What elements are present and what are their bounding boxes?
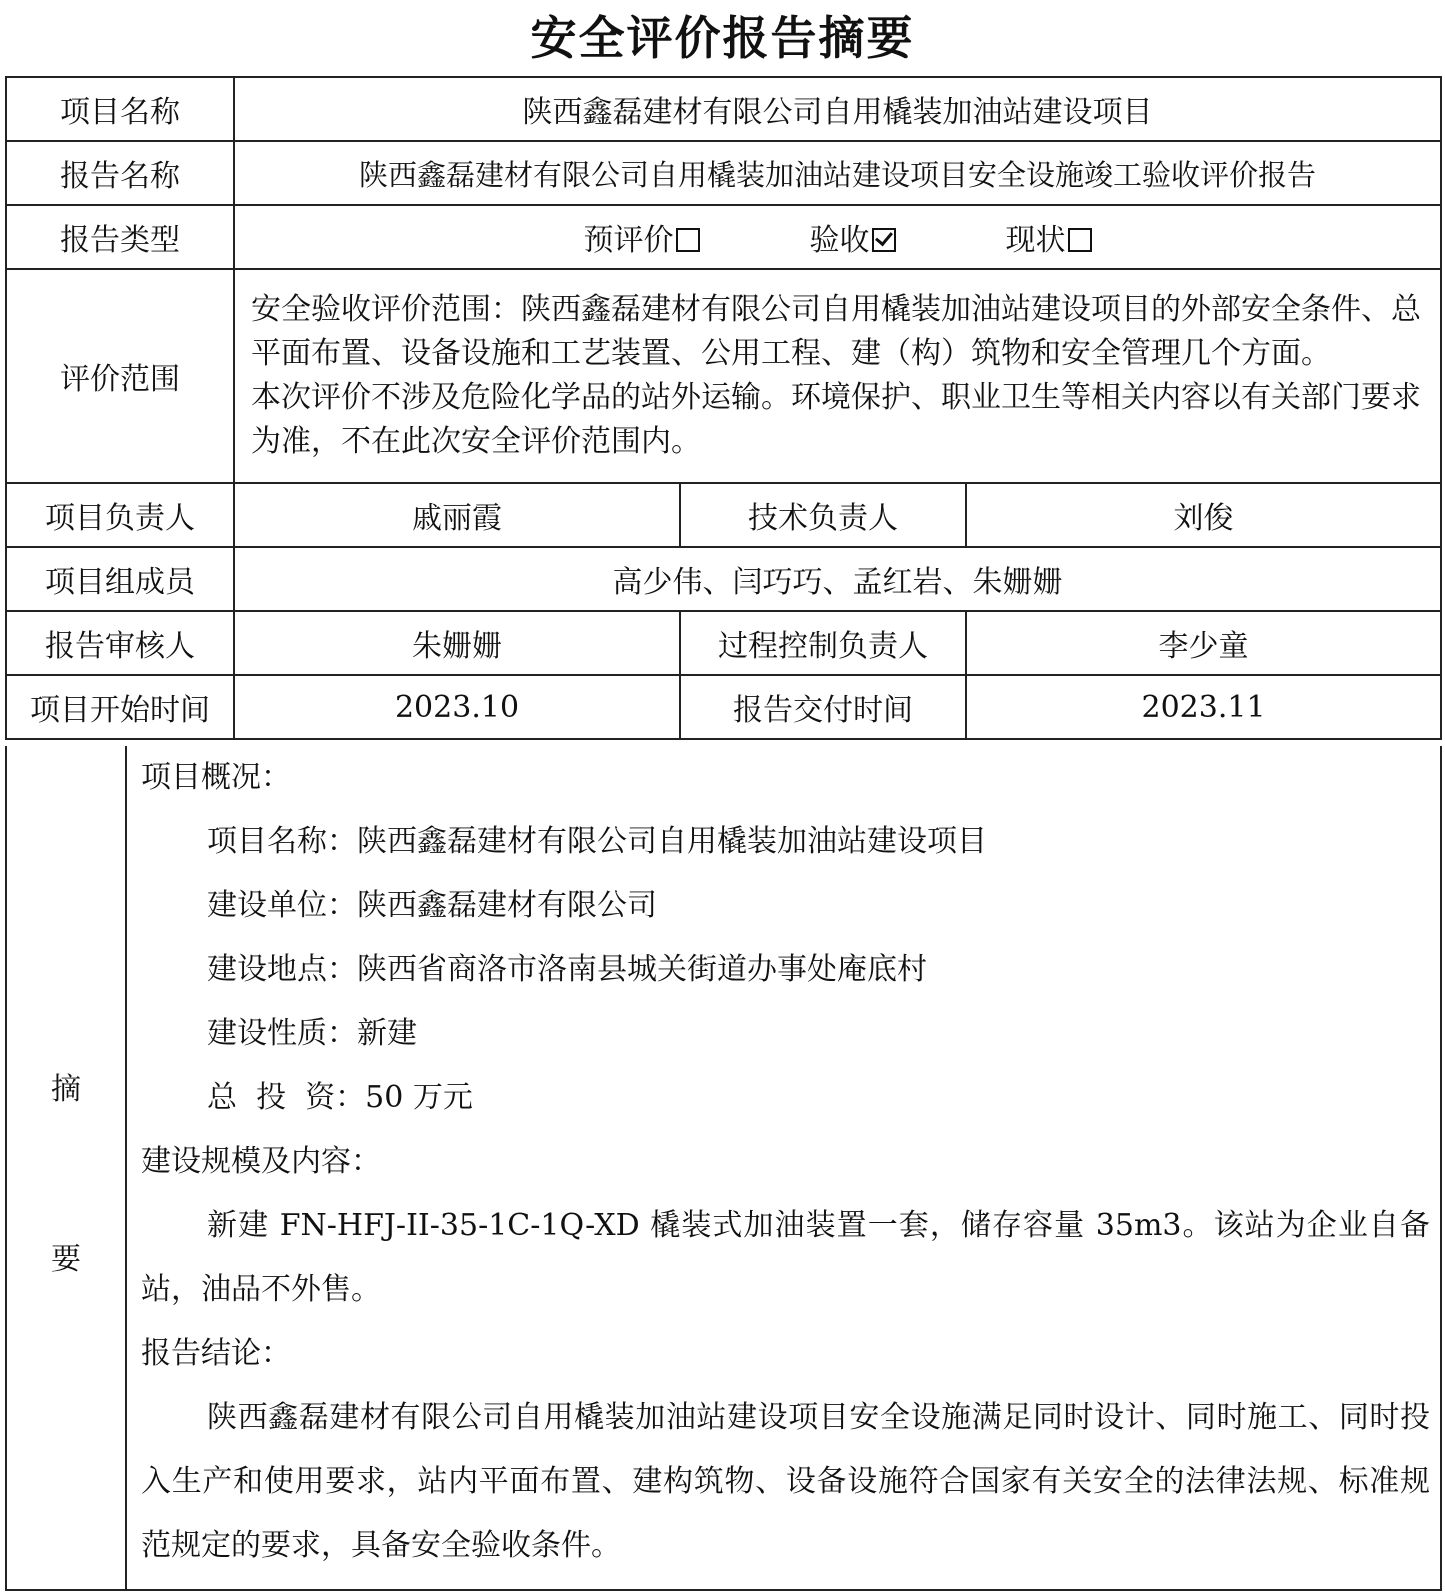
unchecked-box-icon bbox=[1068, 228, 1092, 252]
value-technical-leader: 刘俊 bbox=[966, 483, 1441, 547]
label-technical-leader: 技术负责人 bbox=[680, 483, 966, 547]
option-acceptance bbox=[810, 215, 896, 259]
unchecked-box-icon bbox=[676, 228, 700, 252]
value-report-name: 陕西鑫磊建材有限公司自用橇装加油站建设项目安全设施竣工验收评价报告 bbox=[234, 141, 1441, 205]
scale-heading: 建设规模及内容： bbox=[141, 1144, 381, 1179]
scope-content bbox=[234, 269, 1441, 483]
row-dates bbox=[6, 675, 1441, 739]
checked-box-icon bbox=[872, 228, 896, 252]
overview-nature: 建设性质：新建 bbox=[207, 1016, 417, 1051]
value-reviewer: 朱姗姗 bbox=[234, 611, 680, 675]
label-project-name: 项目名称 bbox=[6, 77, 234, 141]
value-start-time: 2023.10 bbox=[234, 675, 680, 739]
label-start-time: 项目开始时间 bbox=[6, 675, 234, 739]
overview-unit: 建设单位：陕西鑫磊建材有限公司 bbox=[207, 888, 657, 923]
option-acceptance-label: 验收 bbox=[809, 223, 870, 258]
report-type-options bbox=[234, 205, 1441, 269]
label-project-leader: 项目负责人 bbox=[6, 483, 234, 547]
scope-paragraph-1: 安全验收评价范围：陕西鑫磊建材有限公司自用橇装加油站建设项目的外部安全条件、总平面布置、设备设施和工艺装置、公用工程、建（构）筑物和安全管理几个方面。 bbox=[251, 292, 1421, 371]
info-table bbox=[5, 76, 1442, 740]
summary-section bbox=[5, 746, 1442, 1591]
value-project-leader: 戚丽霞 bbox=[234, 483, 680, 547]
scope-paragraph-2: 本次评价不涉及危险化学品的站外运输。环境保护、职业卫生等相关内容以有关部门要求为准，不在此次安全评价范围内。 bbox=[251, 380, 1421, 459]
summary-body bbox=[141, 746, 1430, 1578]
label-scope: 评价范围 bbox=[6, 269, 234, 483]
row-members bbox=[6, 547, 1441, 611]
summary-label-column bbox=[7, 746, 127, 1589]
label-report-name: 报告名称 bbox=[6, 141, 234, 205]
label-reviewer: 报告审核人 bbox=[6, 611, 234, 675]
option-current-status-label: 现状 bbox=[1005, 223, 1066, 258]
label-delivery-time: 报告交付时间 bbox=[680, 675, 966, 739]
row-scope bbox=[6, 269, 1441, 483]
option-current-status bbox=[1006, 215, 1092, 259]
row-report-name bbox=[6, 141, 1441, 205]
value-process-control: 李少童 bbox=[966, 611, 1441, 675]
option-pre-evaluation-label: 预评价 bbox=[583, 223, 674, 258]
label-process-control: 过程控制负责人 bbox=[680, 611, 966, 675]
scale-text: 新建 FN-HFJ-II-35-1C-1Q-XD 橇装式加油装置一套，储存容量 35m3。该站为企业自备站，油品不外售。 bbox=[141, 1208, 1430, 1307]
overview-heading: 项目概况： bbox=[141, 760, 291, 795]
summary-label-top: 摘 bbox=[51, 1072, 81, 1107]
overview-project-name: 项目名称：陕西鑫磊建材有限公司自用橇装加油站建设项目 bbox=[207, 824, 987, 859]
row-reviewer bbox=[6, 611, 1441, 675]
value-project-name: 陕西鑫磊建材有限公司自用橇装加油站建设项目 bbox=[234, 77, 1441, 141]
row-leaders bbox=[6, 483, 1441, 547]
overview-location: 建设地点：陕西省商洛市洛南县城关街道办事处庵底村 bbox=[207, 952, 927, 987]
row-report-type bbox=[6, 205, 1441, 269]
label-report-type: 报告类型 bbox=[6, 205, 234, 269]
row-project-name bbox=[6, 77, 1441, 141]
overview-investment: 总 投 资：50 万元 bbox=[207, 1080, 473, 1115]
conclusion-text: 陕西鑫磊建材有限公司自用橇装加油站建设项目安全设施满足同时设计、同时施工、同时投入生产和使用要求，站内平面布置、建构筑物、设备设施符合国家有关安全的法律法规、标准规范规定的要求，具备安全验收条件。 bbox=[141, 1400, 1430, 1563]
value-members: 高少伟、闫巧巧、孟红岩、朱姗姗 bbox=[234, 547, 1441, 611]
summary-label-bottom: 要 bbox=[51, 1242, 81, 1277]
option-pre-evaluation bbox=[584, 215, 700, 259]
conclusion-heading: 报告结论： bbox=[141, 1336, 291, 1371]
value-delivery-time: 2023.11 bbox=[966, 675, 1441, 739]
page-title: 安全评价报告摘要 bbox=[530, 11, 915, 65]
label-members: 项目组成员 bbox=[6, 547, 234, 611]
